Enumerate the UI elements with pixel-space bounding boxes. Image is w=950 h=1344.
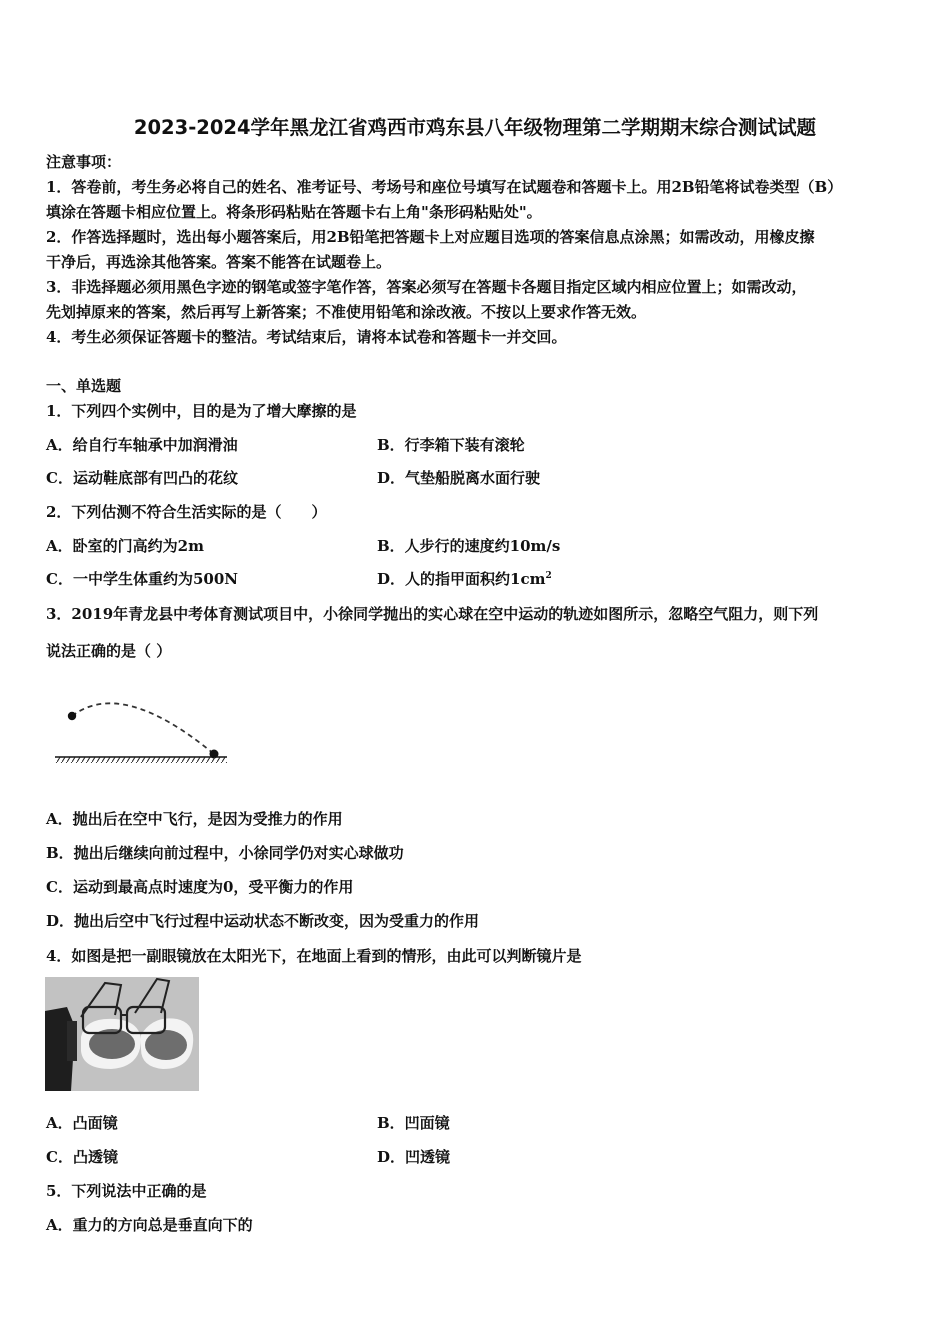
section-heading: 一、单选题 xyxy=(46,377,122,395)
q4-option-c: C．凸透镜 xyxy=(46,1148,118,1166)
question-2-stem: 2．下列估测不符合生活实际的是（ ） xyxy=(46,503,327,521)
ground-hatching xyxy=(55,757,227,763)
question-3-stem-line-1: 3．2019年青龙县中考体育测试项目中，小徐同学抛出的实心球在空中运动的轨迹如图所示，忽略空气阻力，则下列 xyxy=(46,605,819,623)
notice-line: 1．答卷前，考生务必将自己的姓名、准考证号、考场号和座位号填写在试题卷和答题卡上。用2B铅笔将试卷类型（B） xyxy=(46,178,843,196)
q5-option-a: A．重力的方向总是垂直向下的 xyxy=(46,1216,253,1234)
glasses-shadow-photo xyxy=(45,977,199,1091)
q3-option-b: B．抛出后继续向前过程中，小徐同学仍对实心球做功 xyxy=(46,844,404,862)
q3-option-c: C．运动到最高点时速度为0，受平衡力的作用 xyxy=(46,878,354,896)
q2-option-c: C．一中学生体重约为500N xyxy=(46,570,238,588)
q3-option-a: A．抛出后在空中飞行，是因为受推力的作用 xyxy=(46,810,343,828)
ball-start xyxy=(68,712,76,720)
q1-option-b: B．行李箱下装有滚轮 xyxy=(377,436,525,454)
q2-option-d xyxy=(377,570,552,588)
q1-option-c: C．运动鞋底部有凹凸的花纹 xyxy=(46,469,238,487)
notice-line: 干净后，再选涂其他答案。答案不能答在试题卷上。 xyxy=(46,253,392,271)
right-lens-shadow xyxy=(145,1030,187,1060)
notice-line: 3．非选择题必须用黑色字迹的钢笔或签字笔作答，答案必须写在答题卡各题目指定区域内相应位置上；如需改动， xyxy=(46,278,807,296)
notice-line: 2．作答选择题时，选出每小题答案后，用2B铅笔把答题卡上对应题目选项的答案信息点涂黑；如需改动，用橡皮擦 xyxy=(46,228,815,246)
q4-option-b: B．凹面镜 xyxy=(377,1114,450,1132)
q2-option-d-superscript: 2 xyxy=(545,571,552,581)
notice-line: 4．考生必须保证答题卡的整洁。考试结束后，请将本试卷和答题卡一并交回。 xyxy=(46,328,567,346)
q1-option-a: A．给自行车轴承中加润滑油 xyxy=(46,436,238,454)
dark-object-edge xyxy=(67,1021,77,1061)
notice-line: 先划掉原来的答案，然后再写上新答案；不准使用铅笔和涂改液。不按以上要求作答无效。 xyxy=(46,303,647,321)
question-1-stem: 1．下列四个实例中，目的是为了增大摩擦的是 xyxy=(46,402,357,420)
question-5-stem: 5．下列说法中正确的是 xyxy=(46,1182,207,1200)
projectile-trajectory-figure xyxy=(52,690,232,770)
q2-option-a: A．卧室的门高约为2m xyxy=(46,537,204,555)
page-title: 2023-2024学年黑龙江省鸡西市鸡东县八年级物理第二学期期末综合测试试题 xyxy=(133,116,817,139)
q3-option-d: D．抛出后空中飞行过程中运动状态不断改变，因为受重力的作用 xyxy=(46,912,480,930)
q4-option-a: A．凸面镜 xyxy=(46,1114,118,1132)
question-3-stem-line-2: 说法正确的是（ ） xyxy=(46,642,172,660)
question-4-stem: 4．如图是把一副眼镜放在太阳光下，在地面上看到的情形，由此可以判断镜片是 xyxy=(46,947,582,965)
q2-option-d-text: D．人的指甲面积约1cm xyxy=(377,570,546,588)
notice-line: 填涂在答题卡相应位置上。将条形码粘贴在答题卡右上角"条形码粘贴处"。 xyxy=(46,203,542,221)
q1-option-d: D．气垫船脱离水面行驶 xyxy=(377,469,541,487)
notice-heading: 注意事项： xyxy=(46,153,122,171)
q2-option-b: B．人步行的速度约10m/s xyxy=(377,537,561,555)
trajectory-dashed-path xyxy=(72,703,214,754)
q4-option-d: D．凹透镜 xyxy=(377,1148,451,1166)
